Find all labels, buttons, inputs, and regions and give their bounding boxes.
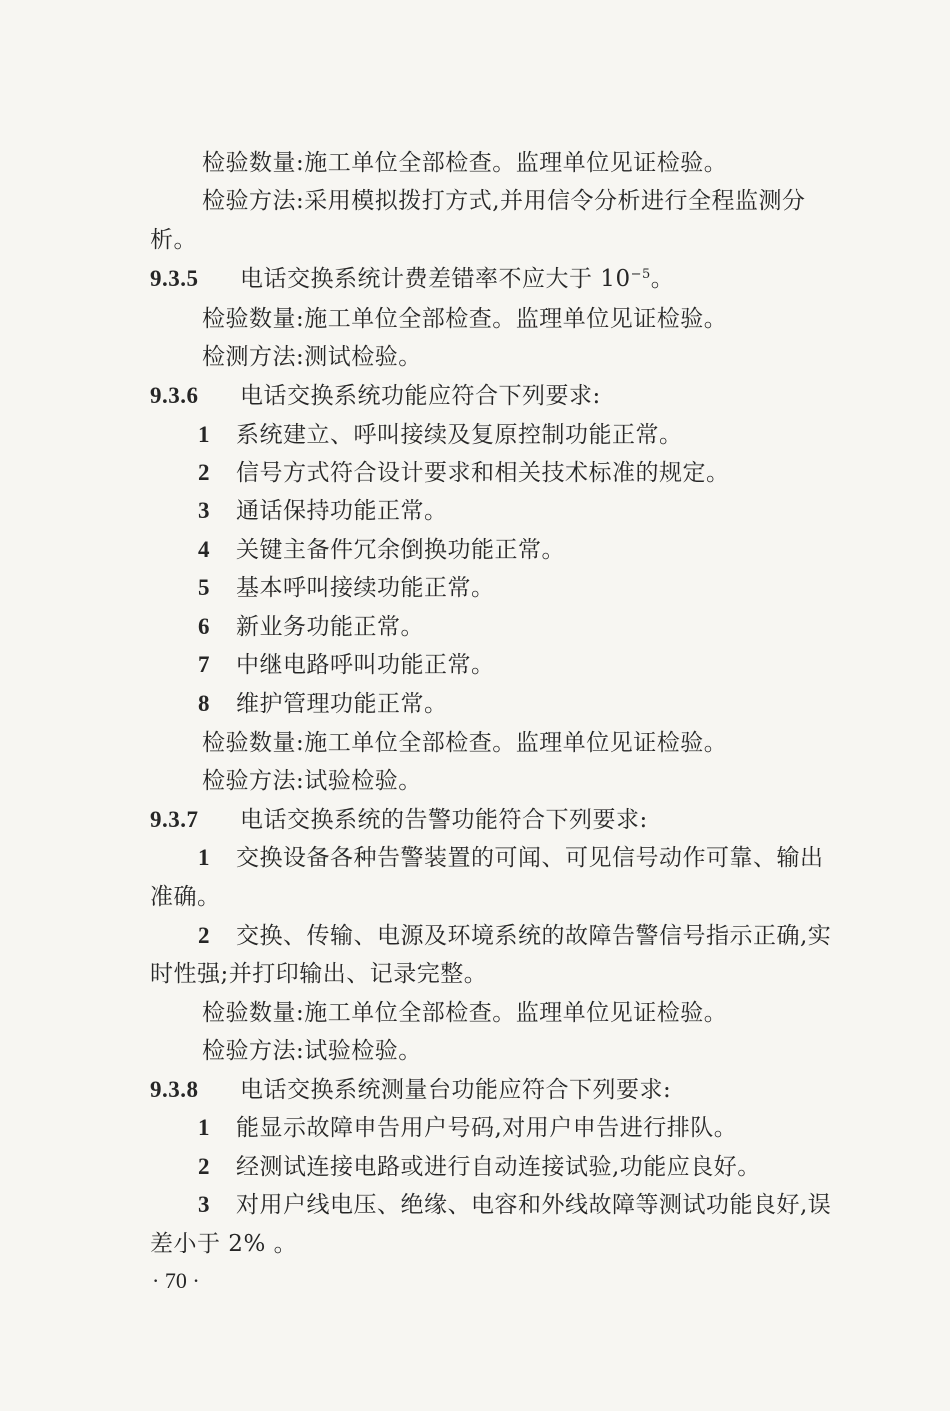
list-item xyxy=(198,650,495,680)
item-text: 关键主备件冗余倒换功能正常。 xyxy=(236,537,565,563)
item-number: 2 xyxy=(198,1154,210,1179)
item-text: 基本呼叫接续功能正常。 xyxy=(236,575,495,601)
list-item xyxy=(198,1113,737,1143)
clause-number: 9.3.5 xyxy=(150,266,199,291)
item-number: 3 xyxy=(198,1192,210,1217)
exponent: −5 xyxy=(630,267,651,282)
item-number: 5 xyxy=(198,575,210,600)
item-text: 维护管理功能正常。 xyxy=(236,691,448,717)
list-item xyxy=(198,1190,831,1220)
list-item xyxy=(198,535,565,565)
clause-9-3-6 xyxy=(150,381,601,411)
clause-end: 。 xyxy=(650,266,675,292)
clause-9-3-5 xyxy=(150,264,674,294)
inspection-method-continuation: 析。 xyxy=(150,227,197,253)
item-text: 新业务功能正常。 xyxy=(236,614,424,640)
item-number: 3 xyxy=(198,498,210,523)
list-item xyxy=(198,843,824,873)
clause-number: 9.3.6 xyxy=(150,383,199,408)
item-number: 7 xyxy=(198,652,210,677)
item-number: 1 xyxy=(198,845,210,870)
item-continuation: 时性强;并打印输出、记录完整。 xyxy=(150,961,488,987)
list-item xyxy=(198,420,683,450)
clause-text: 电话交换系统测量台功能应符合下列要求: xyxy=(240,1077,672,1103)
inspection-method-line: 检验方法:采用模拟拨打方式,并用信令分析进行全程监测分 xyxy=(202,188,806,214)
list-item xyxy=(198,458,730,488)
list-item xyxy=(198,1152,761,1182)
clause-text: 电话交换系统的告警功能符合下列要求: xyxy=(240,807,648,833)
list-item xyxy=(198,573,495,603)
inspection-method-line: 检验方法:试验检验。 xyxy=(202,1038,422,1064)
clause-9-3-8 xyxy=(150,1075,671,1105)
item-text: 能显示故障申告用户号码,对用户申告进行排队。 xyxy=(236,1115,738,1141)
item-text: 交换、传输、电源及环境系统的故障告警信号指示正确,实 xyxy=(236,923,832,949)
page-number: · 70 · xyxy=(152,1268,200,1293)
list-item xyxy=(198,496,448,526)
clause-text: 电话交换系统计费差错率不应大于 10 xyxy=(240,266,631,292)
list-item xyxy=(198,612,424,642)
item-continuation: 准确。 xyxy=(150,884,221,910)
inspection-quantity-line: 检验数量:施工单位全部检查。监理单位见证检验。 xyxy=(202,1000,728,1026)
item-number: 2 xyxy=(198,460,210,485)
item-text: 信号方式符合设计要求和相关技术标准的规定。 xyxy=(236,460,730,486)
item-number: 4 xyxy=(198,537,210,562)
clause-text: 电话交换系统功能应符合下列要求: xyxy=(240,383,601,409)
item-number: 8 xyxy=(198,691,210,716)
item-number: 6 xyxy=(198,614,210,639)
item-number: 2 xyxy=(198,923,210,948)
inspection-quantity-line: 检验数量:施工单位全部检查。监理单位见证检验。 xyxy=(202,730,728,756)
item-continuation: 差小于 2% 。 xyxy=(150,1231,298,1257)
item-text: 中继电路呼叫功能正常。 xyxy=(236,652,495,678)
list-item xyxy=(198,921,831,951)
item-text: 交换设备各种告警装置的可闻、可见信号动作可靠、输出 xyxy=(236,845,824,871)
inspection-quantity-line: 检验数量:施工单位全部检查。监理单位见证检验。 xyxy=(202,150,728,176)
item-text: 经测试连接电路或进行自动连接试验,功能应良好。 xyxy=(236,1154,761,1180)
item-text: 系统建立、呼叫接续及复原控制功能正常。 xyxy=(236,422,683,448)
item-text: 对用户线电压、绝缘、电容和外线故障等测试功能良好,误 xyxy=(236,1192,832,1218)
item-number: 1 xyxy=(198,422,210,447)
test-method-line: 检测方法:测试检验。 xyxy=(202,344,422,370)
inspection-quantity-line: 检验数量:施工单位全部检查。监理单位见证检验。 xyxy=(202,306,728,332)
clause-number: 9.3.8 xyxy=(150,1077,199,1102)
clause-9-3-7 xyxy=(150,805,648,835)
item-number: 1 xyxy=(198,1115,210,1140)
list-item xyxy=(198,689,448,719)
item-text: 通话保持功能正常。 xyxy=(236,498,448,524)
inspection-method-line: 检验方法:试验检验。 xyxy=(202,768,422,794)
clause-number: 9.3.7 xyxy=(150,807,199,832)
